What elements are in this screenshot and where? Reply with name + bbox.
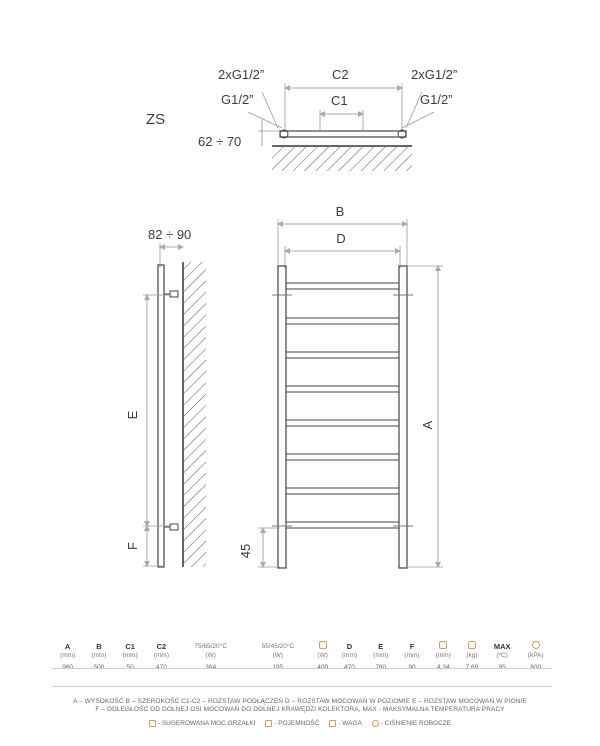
legend-heater-text: - SUGEROWANA MOC GRZAŁKI [157, 720, 256, 727]
top-view-label: ZS [146, 111, 166, 128]
unit-row [52, 651, 552, 660]
value-cell: 470 [156, 664, 167, 671]
unit-cell: (mm) [404, 652, 420, 659]
a-label: A [420, 420, 435, 430]
value-cell: 470 [344, 664, 355, 671]
col-weight-header [459, 641, 485, 651]
value-cell: 400 [317, 664, 329, 671]
legend-heater [149, 720, 256, 727]
right-thread-leader [406, 92, 422, 128]
col-b-header: B [96, 641, 102, 651]
top-view [146, 67, 457, 171]
unit-cell: (mm) [435, 652, 451, 659]
capacity-icon [265, 720, 272, 727]
header-row [52, 641, 552, 651]
legend-weight [329, 720, 362, 727]
value-cell: 500 [93, 664, 105, 671]
side-view-collector [158, 265, 164, 567]
unit-cell: (W) [272, 652, 284, 659]
e-label: E [125, 410, 140, 420]
unit-cell: (mm) [341, 652, 358, 659]
legend-line-2: F – ODLEGŁOŚĆ OD DOLNEJ OSI MOCOWAŃ DO DOLNEJ KRAWĘDZI KOLEKTORA, MAX - MAKSYMALNA TEMPERATURA PRACY [95, 706, 505, 713]
d-label: D [336, 231, 346, 246]
rung [286, 420, 399, 426]
legend-line-1: A – WYSOKOŚĆ B – SZEROKOŚĆ C1-C2 – ROZSTAW PODŁĄCZEŃ D – ROZSTAW MOCOWAŃ W POZIOMIE E – ROZSTAW MOCOWAŃ W PIONIE [73, 698, 527, 705]
side-bottom-bracket [170, 524, 178, 530]
side-view [125, 227, 206, 567]
rung [286, 318, 399, 324]
legend-weight-text: - WAGA [338, 720, 362, 727]
unit-cell: (W) [205, 652, 216, 659]
top-view-wall-hatch [272, 147, 412, 171]
unit-cell: (mm) [60, 652, 76, 659]
front-left-collector [278, 266, 286, 568]
wall-distance-top-label: 62 ÷ 70 [198, 134, 242, 149]
unit-cell: (ºC) [496, 652, 508, 659]
rungs [286, 283, 399, 528]
left-connection-label: 2xG1/2” [218, 67, 265, 82]
front-view [238, 204, 443, 568]
capacity-icon [439, 641, 447, 649]
rung [286, 488, 399, 494]
unit-cell: (kg) [466, 652, 478, 659]
col-power75-header: 75/65/20°C [194, 642, 227, 650]
value-cell: 960 [62, 664, 74, 671]
table-bottom-divider [52, 686, 552, 687]
top-view-radiator [280, 131, 406, 137]
legend-icons [0, 720, 600, 727]
legend-pressure [372, 720, 451, 727]
unit-cell: (mm) [153, 652, 170, 659]
right-thread-leader-2 [402, 112, 434, 128]
value-row [52, 660, 552, 672]
value-cell: 90 [408, 664, 416, 671]
heater-icon [319, 641, 327, 649]
table-divider [52, 668, 552, 669]
value-cell: 50 [126, 664, 134, 671]
side-top-bracket [170, 291, 178, 297]
weight-icon [329, 720, 336, 727]
unit-cell: (W) [317, 652, 328, 659]
rung [286, 386, 399, 392]
col-power55-header: 55/45/20°C [261, 642, 295, 650]
col-f-header: F [409, 641, 415, 651]
b-label: B [335, 204, 345, 219]
legend-capacity [265, 720, 319, 727]
unit-cell: (mm) [122, 652, 138, 659]
front-right-collector [399, 266, 407, 568]
pressure-icon [532, 641, 540, 649]
value-cell: 195 [272, 664, 284, 671]
pressure-icon [372, 720, 379, 727]
col-c2-header: C2 [156, 641, 167, 651]
heater-icon [149, 720, 156, 727]
col-max-header: MAX [493, 641, 511, 651]
legend-capacity-text: - POJEMNOŚĆ [274, 720, 320, 727]
col-capacity-header [428, 641, 459, 651]
weight-icon [468, 641, 476, 649]
legend-pressure-text: - CIŚNIENIE ROBOCZE [380, 720, 452, 727]
value-cell: 4,34 [436, 664, 450, 671]
unit-cell: (mm) [373, 652, 389, 659]
value-cell: 95 [498, 664, 506, 671]
side-view-wall-hatch [184, 262, 206, 567]
value-cell: 364 [205, 664, 217, 671]
rung [286, 454, 399, 460]
rung [286, 522, 399, 528]
rung [286, 352, 399, 358]
unit-cell: (kPA) [527, 652, 544, 659]
col-heater-header [311, 641, 333, 651]
col-pressure-header [519, 641, 552, 651]
left-thread-label: G1/2” [221, 92, 254, 107]
right-connection-label: 2xG1/2” [411, 67, 458, 82]
left-thread-leader-2 [248, 112, 282, 128]
col-e-header: E [378, 641, 384, 651]
rung [286, 283, 399, 289]
value-cell: 7,69 [465, 664, 479, 671]
unit-cell: (mm) [91, 652, 107, 659]
value-cell: 780 [375, 664, 387, 671]
value-cell: 800 [530, 664, 542, 671]
c1-label: C1 [331, 93, 348, 108]
f-label: F [125, 542, 140, 550]
wall-distance-side-label: 82 ÷ 90 [148, 227, 192, 242]
col-d-header: D [346, 641, 353, 651]
col-c1-header: C1 [125, 641, 135, 651]
col-a-header: A [64, 641, 71, 651]
c2-label: C2 [332, 67, 349, 82]
right-thread-label: G1/2” [420, 92, 453, 107]
bottom-dimension-label: 45 [238, 543, 253, 559]
